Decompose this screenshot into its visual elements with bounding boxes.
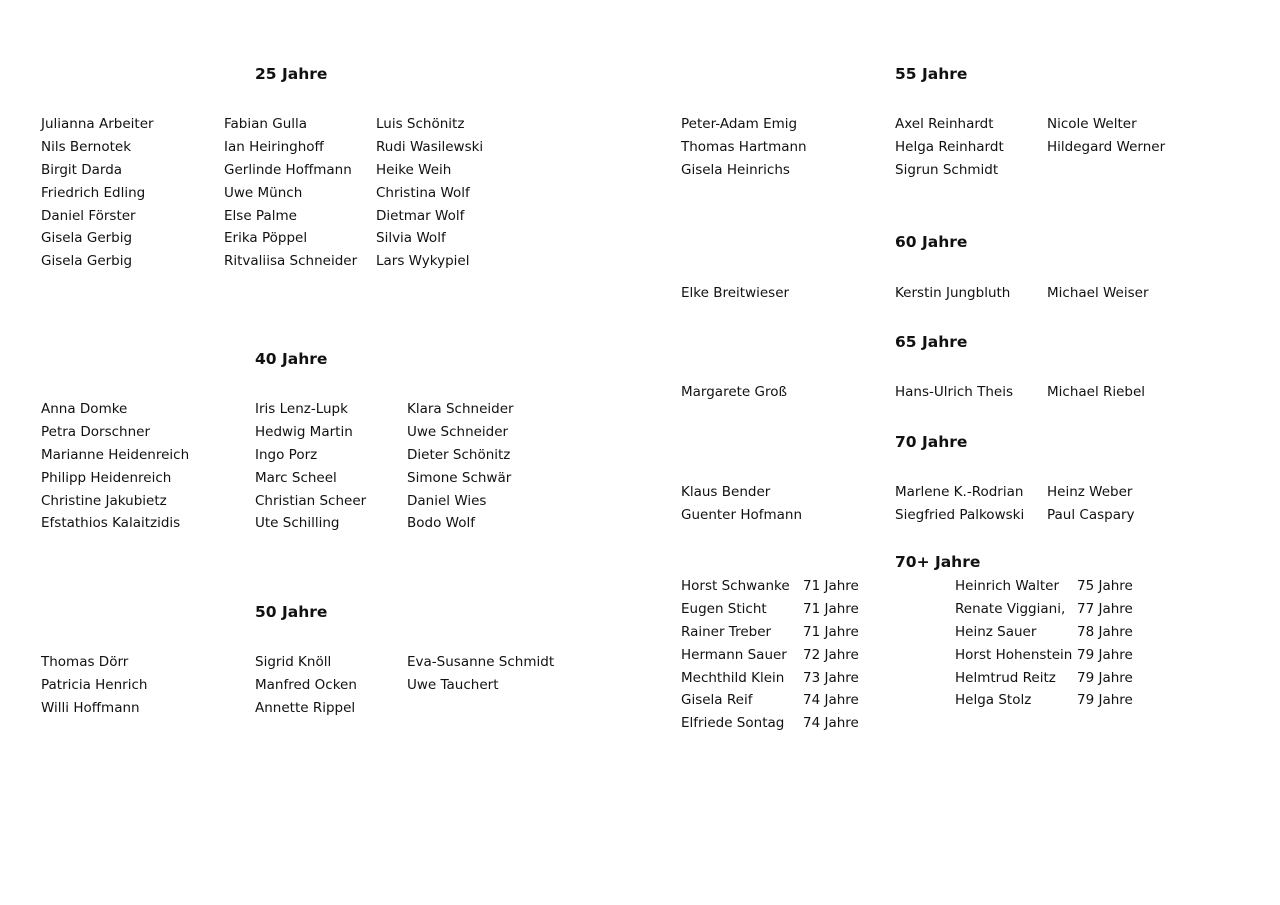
list-item: Horst Schwanke — [681, 578, 790, 594]
list-item: Silvia Wolf — [376, 230, 446, 247]
list-item: Friedrich Edling — [41, 184, 146, 201]
list-item: Gerlinde Hoffmann — [224, 161, 352, 178]
list-item: Gisela Gerbig — [41, 230, 133, 247]
list-item: Eva-Susanne Schmidt — [407, 654, 555, 670]
list-item: Heinz Sauer — [955, 623, 1037, 640]
list-55-col2 — [895, 113, 1004, 182]
list-40-col1 — [41, 398, 189, 535]
section-heading-70plus: 70+ Jahre — [895, 553, 981, 571]
list-item: Marc Scheel — [255, 469, 337, 486]
list-70plus-ages2 — [1077, 575, 1133, 712]
section-heading-25: 25 Jahre — [255, 65, 328, 83]
list-65-col1 — [681, 381, 787, 404]
list-item: Petra Dorschner — [41, 423, 151, 440]
list-item: Gisela Reif — [681, 692, 753, 709]
section-heading-55: 55 Jahre — [895, 65, 968, 83]
list-item: Helga Reinhardt — [895, 138, 1004, 155]
list-item: 71 Jahre — [803, 623, 859, 640]
list-item: Michael Weiser — [1047, 285, 1149, 301]
list-60-col1 — [681, 282, 789, 305]
list-item: Siegfried Palkowski — [895, 506, 1025, 523]
list-item: Guenter Hofmann — [681, 506, 803, 523]
list-65-col2 — [895, 381, 1013, 404]
list-55-col3 — [1047, 113, 1165, 159]
list-70-col2 — [895, 481, 1024, 527]
list-item: 79 Jahre — [1077, 669, 1133, 686]
list-item: 79 Jahre — [1077, 692, 1133, 709]
list-item: Hildegard Werner — [1047, 138, 1166, 155]
list-item: Helmtrud Reitz — [955, 669, 1056, 686]
list-item: 74 Jahre — [803, 692, 859, 709]
list-item: Bodo Wolf — [407, 515, 475, 532]
list-item: Thomas Hartmann — [681, 138, 807, 155]
list-item: Elfriede Sontag — [681, 715, 785, 732]
section-heading-60: 60 Jahre — [895, 233, 968, 251]
list-item: Ingo Porz — [255, 446, 318, 463]
list-item: Efstathios Kalaitzidis — [41, 515, 181, 532]
list-55-col1 — [681, 113, 807, 182]
list-item: Ute Schilling — [255, 515, 340, 532]
list-item: Simone Schwär — [407, 469, 512, 486]
list-item: Christina Wolf — [376, 184, 470, 201]
list-item: Ian Heiringhoff — [224, 138, 324, 155]
list-item: Peter-Adam Emig — [681, 116, 798, 132]
list-item: Heike Weih — [376, 161, 452, 178]
list-50-col3 — [407, 651, 554, 697]
list-item: Elke Breitwieser — [681, 285, 790, 301]
list-item: Nils Bernotek — [41, 138, 132, 155]
list-item: Mechthild Klein — [681, 669, 785, 686]
list-item: Daniel Wies — [407, 492, 487, 509]
list-item: Paul Caspary — [1047, 506, 1135, 523]
list-item: Klara Schneider — [407, 401, 514, 417]
list-item: 78 Jahre — [1077, 623, 1133, 640]
list-70plus-names1 — [681, 575, 790, 735]
list-item: Kerstin Jungbluth — [895, 285, 1011, 301]
list-item: Julianna Arbeiter — [41, 116, 154, 132]
list-item: Michael Riebel — [1047, 384, 1146, 400]
list-item: Dietmar Wolf — [376, 207, 465, 224]
list-item: Luis Schönitz — [376, 116, 465, 132]
list-item: Manfred Ocken — [255, 676, 357, 693]
list-40-col3 — [407, 398, 514, 535]
list-item: Christine Jakubietz — [41, 492, 167, 509]
list-item: 72 Jahre — [803, 646, 859, 663]
list-item: Hermann Sauer — [681, 646, 787, 663]
list-item: 71 Jahre — [803, 600, 859, 617]
list-item: Margarete Groß — [681, 384, 788, 400]
list-item: Annette Rippel — [255, 699, 356, 716]
list-item: Sigrid Knöll — [255, 654, 332, 670]
list-25-col3 — [376, 113, 483, 273]
list-item: Patricia Henrich — [41, 676, 148, 693]
list-item: Renate Viggiani, — [955, 600, 1066, 617]
list-item: Rainer Treber — [681, 623, 772, 640]
list-item: Erika Pöppel — [224, 230, 308, 247]
list-60-col2 — [895, 282, 1010, 305]
list-item: Marianne Heidenreich — [41, 446, 190, 463]
list-item: Heinrich Walter — [955, 578, 1059, 594]
list-item: Axel Reinhardt — [895, 116, 994, 132]
list-item: Christian Scheer — [255, 492, 367, 509]
list-50-col1 — [41, 651, 147, 720]
list-item: Willi Hoffmann — [41, 699, 140, 716]
list-item: Birgit Darda — [41, 161, 123, 178]
section-heading-70: 70 Jahre — [895, 433, 968, 451]
list-item: Horst Hohenstein — [955, 646, 1073, 663]
list-item: Rudi Wasilewski — [376, 138, 484, 155]
list-65-col3 — [1047, 381, 1145, 404]
list-item: Marlene K.-Rodrian — [895, 484, 1024, 500]
list-item: Fabian Gulla — [224, 116, 308, 132]
list-item: Klaus Bender — [681, 484, 771, 500]
list-item: Dieter Schönitz — [407, 446, 511, 463]
list-25-col2 — [224, 113, 357, 273]
list-40-col2 — [255, 398, 366, 535]
list-50-col2 — [255, 651, 357, 720]
list-70-col1 — [681, 481, 802, 527]
list-item: Ritvaliisa Schneider — [224, 253, 358, 270]
list-item: Anna Domke — [41, 401, 128, 417]
list-70-col3 — [1047, 481, 1135, 527]
list-item: Thomas Dörr — [41, 654, 129, 670]
section-heading-65: 65 Jahre — [895, 333, 968, 351]
list-70plus-ages1 — [803, 575, 859, 735]
list-25-col1 — [41, 113, 154, 273]
list-item: Nicole Welter — [1047, 116, 1137, 132]
list-item: 74 Jahre — [803, 715, 859, 732]
list-item: Helga Stolz — [955, 692, 1032, 709]
list-item: Eugen Sticht — [681, 600, 767, 617]
list-item: Uwe Tauchert — [407, 676, 499, 693]
list-70plus-names2 — [955, 575, 1072, 712]
list-item: Else Palme — [224, 207, 297, 224]
list-item: Gisela Heinrichs — [681, 161, 790, 178]
list-item: Uwe Schneider — [407, 423, 509, 440]
list-item: Philipp Heidenreich — [41, 469, 172, 486]
list-item: Uwe Münch — [224, 184, 303, 201]
list-item: Hedwig Martin — [255, 423, 353, 440]
list-item: Daniel Förster — [41, 207, 136, 224]
list-item: 79 Jahre — [1077, 646, 1133, 663]
list-60-col3 — [1047, 282, 1149, 305]
section-heading-40: 40 Jahre — [255, 350, 328, 368]
list-item: Iris Lenz-Lupk — [255, 401, 348, 417]
list-item: Gisela Gerbig — [41, 253, 133, 270]
list-item: 71 Jahre — [803, 578, 859, 594]
list-item: 77 Jahre — [1077, 600, 1133, 617]
list-item: 75 Jahre — [1077, 578, 1133, 594]
list-item: Heinz Weber — [1047, 484, 1133, 500]
list-item: Hans-Ulrich Theis — [895, 384, 1013, 400]
list-item: Sigrun Schmidt — [895, 161, 999, 178]
section-heading-50: 50 Jahre — [255, 603, 328, 621]
list-item: 73 Jahre — [803, 669, 859, 686]
list-item: Lars Wykypiel — [376, 253, 470, 270]
